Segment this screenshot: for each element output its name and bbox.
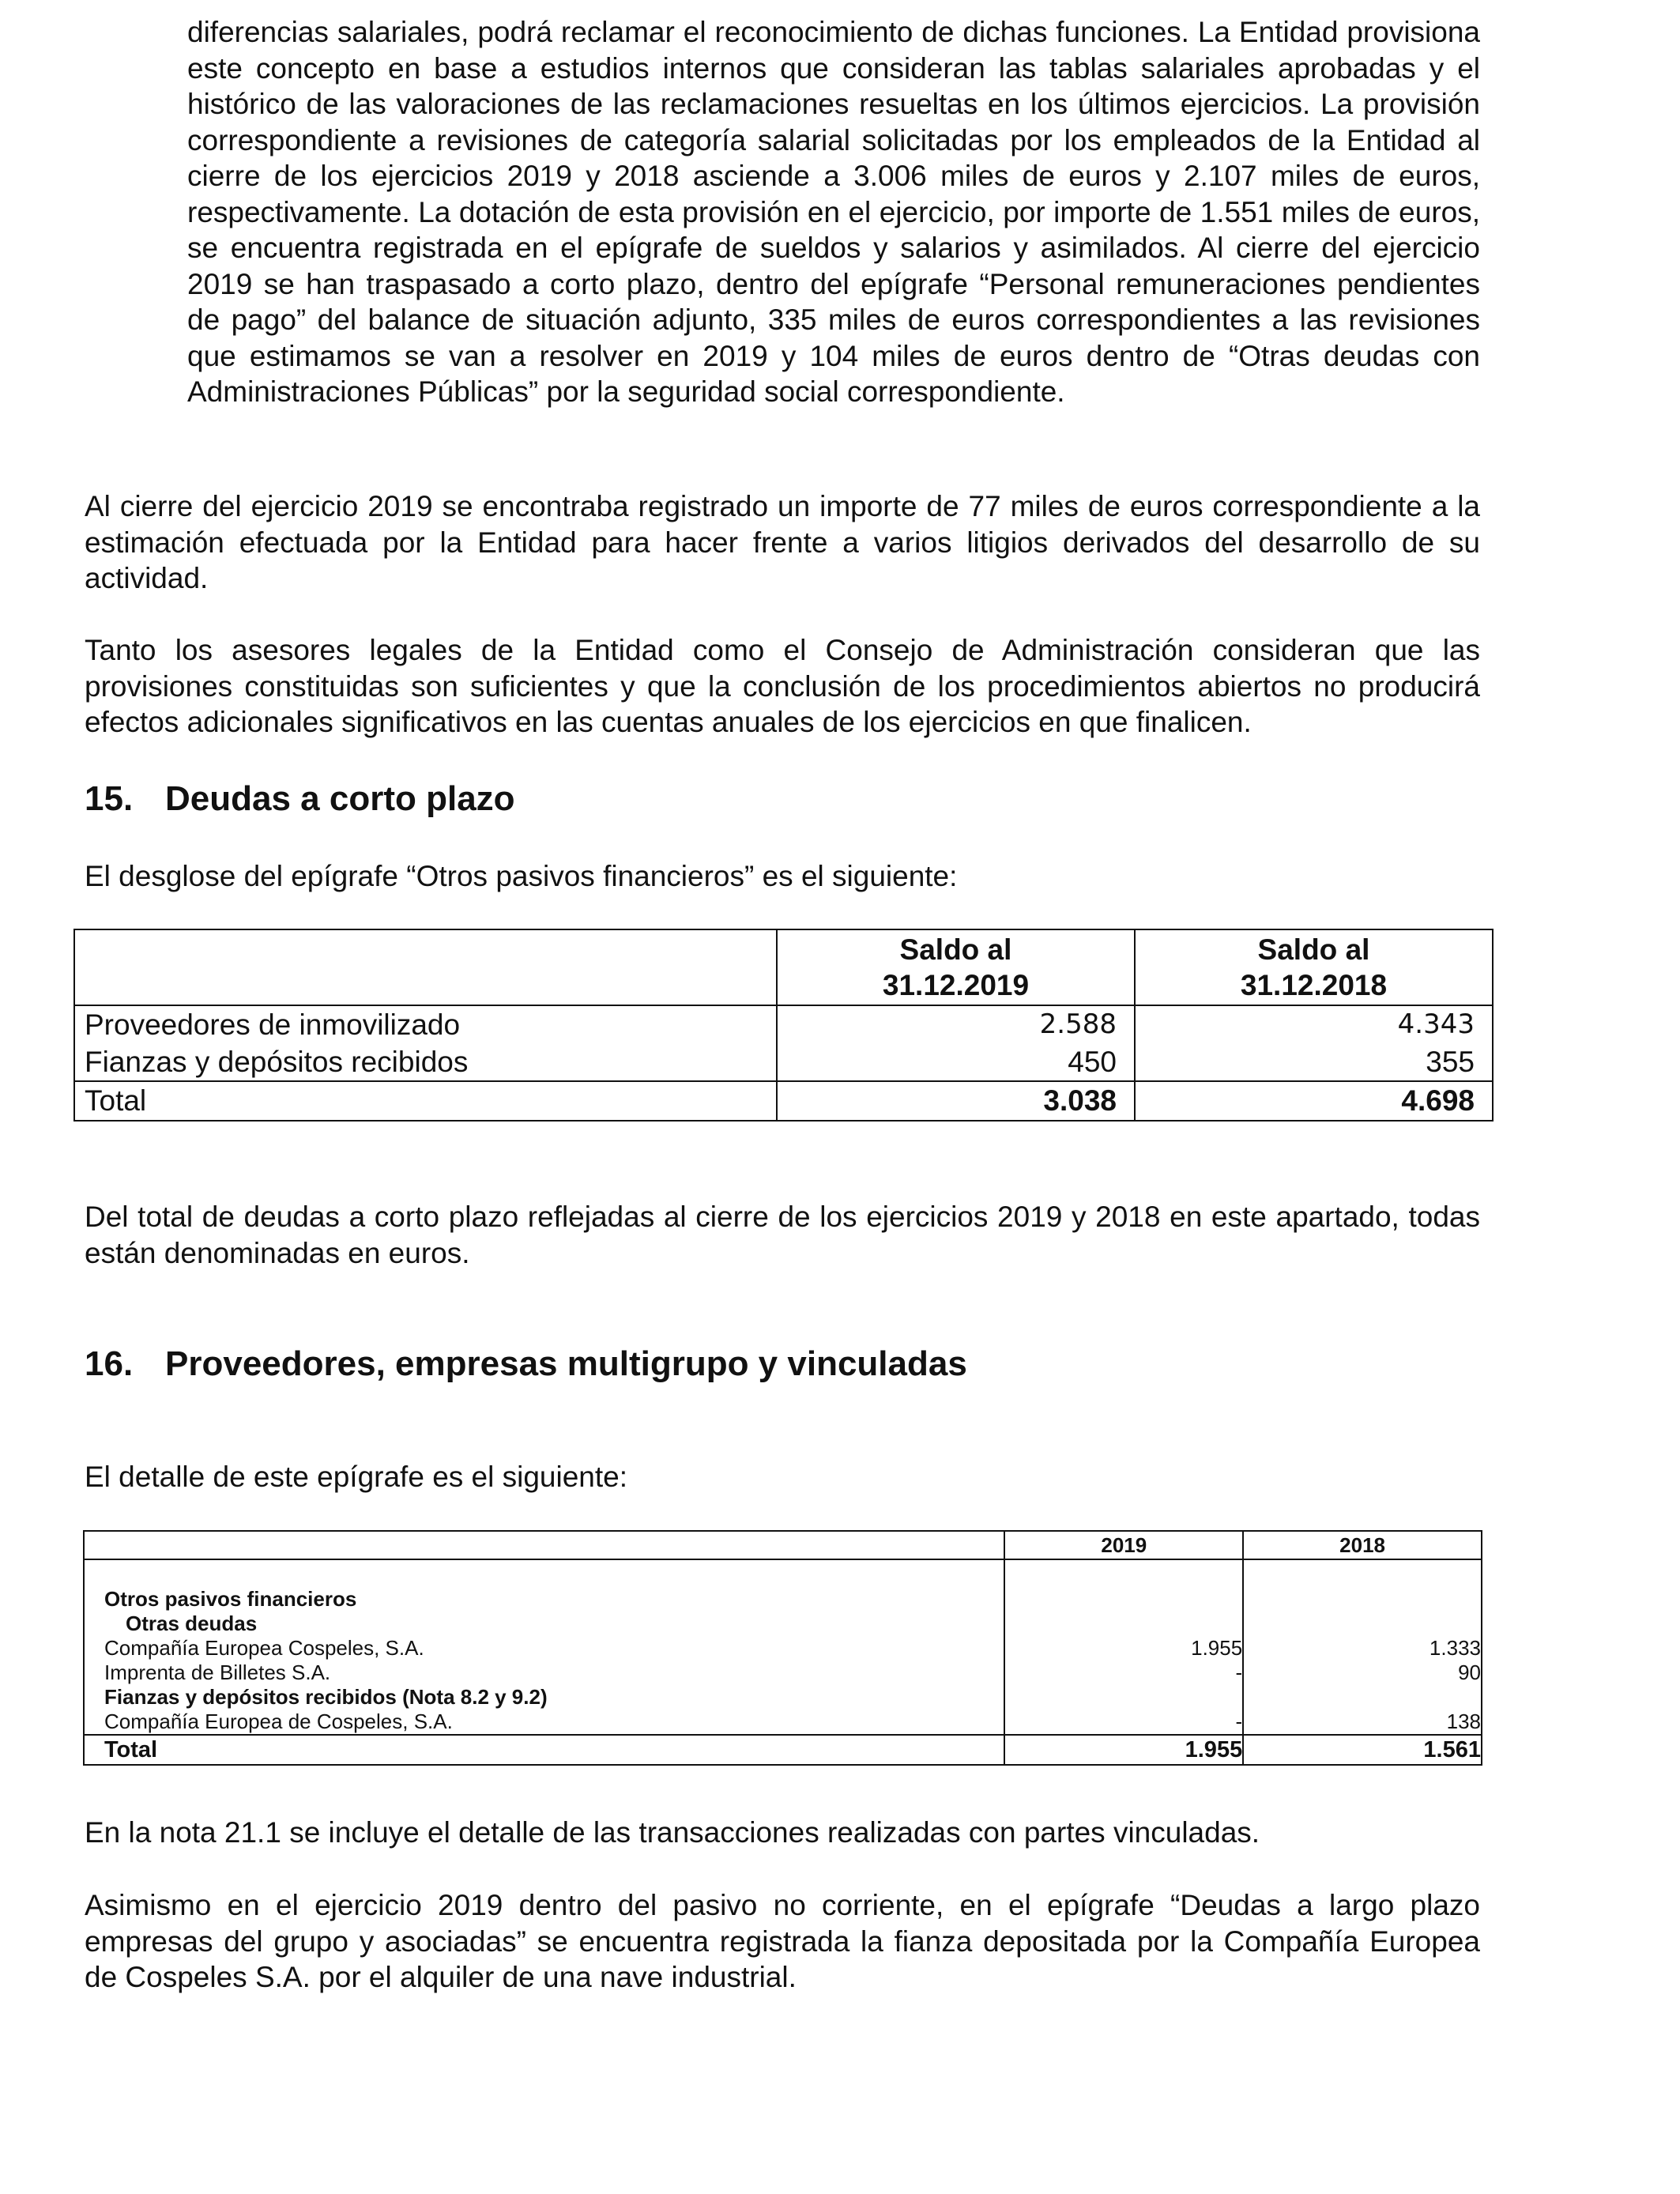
group-label: Otros pasivos financieros	[84, 1587, 1004, 1612]
section-15-heading	[85, 778, 515, 820]
row-label: Imprenta de Billetes S.A.	[84, 1661, 1004, 1685]
row-value-2019: 1.955	[1004, 1636, 1243, 1661]
total-label: Total	[74, 1081, 777, 1121]
table-header-empty	[84, 1531, 1004, 1559]
paragraph-asesores: Tanto los asesores legales de la Entidad como el Consejo de Administración consideran que las provisiones constituidas son suficientes y que la conclusión de los procedimientos abiertos no producirá efectos adicionales significativos en las cuentas anuales de los ejercicios en que finalicen.	[85, 634, 1480, 738]
section-15-title: Deudas a corto plazo	[165, 779, 515, 818]
paragraph-salarial: diferencias salariales, podrá reclamar el reconocimiento de dichas funciones. La Entidad provisiona este concepto en base a estudios internos que consideran las tablas salariales aprobadas y el histórico de las valoraciones de las reclamaciones resueltas en los últimos ejercicios. La provisión correspondiente a revisiones de categoría salarial solicitadas por los empleados de la Entidad al cierre de los ejercicios 2019 y 2018 asciende a 3.006 miles de euros y 2.107 miles de euros, respectivamente. La dotación de esta provisión en el ejercicio, por importe de 1.551 miles de euros, se encuentra registrada en el epígrafe de sueldos y salarios y asimilados. Al cierre del ejercicio 2019 se han traspasado a corto plazo, dentro del epígrafe “Personal remuneraciones pendientes de pago” del balance de situación adjunto, 335 miles de euros correspondientes a las revisiones que estimamos se van a resolver en 2019 y 104 miles de euros dentro de “Otras deudas con Administraciones Públicas” por la seguridad social correspondiente.	[187, 16, 1480, 408]
table-header-2019: Saldo al 31.12.2019	[777, 929, 1135, 1005]
table-row	[74, 1005, 1493, 1043]
table-row	[84, 1710, 1482, 1735]
row-value-2018: 4.343	[1135, 1005, 1493, 1043]
total-label: Total	[84, 1735, 1004, 1765]
paragraph-euros: Del total de deudas a corto plazo reflejadas al cierre de los ejercicios 2019 y 2018 en este apartado, todas están denominadas en euros.	[85, 1201, 1480, 1269]
section-15-intro: El desglose del epígrafe “Otros pasivos financieros” es el siguiente:	[85, 860, 958, 892]
table-total-row	[84, 1735, 1482, 1765]
row-value-2018: 138	[1243, 1710, 1482, 1735]
paragraph-nota: En la nota 21.1 se incluye el detalle de las transacciones realizadas con partes vinculadas.	[85, 1816, 1260, 1849]
table-row	[74, 1043, 1493, 1081]
table-header-2018: Saldo al 31.12.2018	[1135, 929, 1493, 1005]
table-spacer-row	[84, 1559, 1482, 1587]
row-value-2019: 450	[777, 1043, 1135, 1081]
short-term-debts-table	[73, 929, 1494, 1122]
row-label: Compañía Europea Cospeles, S.A.	[84, 1636, 1004, 1661]
table-header-2019: 2019	[1004, 1531, 1243, 1559]
row-label: Compañía Europea de Cospeles, S.A.	[84, 1710, 1004, 1735]
row-label: Fianzas y depósitos recibidos	[74, 1043, 777, 1081]
total-value-2018: 4.698	[1135, 1081, 1493, 1121]
table-header-row	[84, 1531, 1482, 1559]
total-value-2019: 3.038	[777, 1081, 1135, 1121]
section-15-number: 15.	[85, 779, 134, 818]
total-value-2019: 1.955	[1004, 1735, 1243, 1765]
row-value-2018: 1.333	[1243, 1636, 1482, 1661]
table-group-row	[84, 1685, 1482, 1710]
section-16-title: Proveedores, empresas multigrupo y vinculadas	[165, 1344, 967, 1383]
section-16-heading	[85, 1344, 967, 1385]
group-label: Fianzas y depósitos recibidos (Nota 8.2 y 9.2)	[84, 1685, 1004, 1710]
table-header-2018: 2018	[1243, 1531, 1482, 1559]
table-subgroup-row	[84, 1612, 1482, 1636]
table-row	[84, 1661, 1482, 1685]
section-16-intro: El detalle de este epígrafe es el siguiente:	[85, 1461, 628, 1493]
row-label: Proveedores de inmovilizado	[74, 1005, 777, 1043]
row-value-2018: 355	[1135, 1043, 1493, 1081]
table-header-empty	[74, 929, 777, 1005]
row-value-2019: -	[1004, 1661, 1243, 1685]
row-value-2019: -	[1004, 1710, 1243, 1735]
suppliers-related-table	[83, 1530, 1482, 1766]
section-16-number: 16.	[85, 1344, 134, 1383]
table-header-row	[74, 929, 1493, 1005]
paragraph-asimismo: Asimismo en el ejercicio 2019 dentro del pasivo no corriente, en el epígrafe “Deudas a largo plazo empresas del grupo y asociadas” se encuentra registrada la fianza depositada por la Compañía Europea de Cospeles S.A. por el alquiler de una nave industrial.	[85, 1889, 1480, 1993]
table-group-row	[84, 1587, 1482, 1612]
table-total-row	[74, 1081, 1493, 1121]
subgroup-label: Otras deudas	[84, 1612, 1004, 1636]
table-row	[84, 1636, 1482, 1661]
total-value-2018: 1.561	[1243, 1735, 1482, 1765]
row-value-2018: 90	[1243, 1661, 1482, 1685]
row-value-2019: 2.588	[777, 1005, 1135, 1043]
paragraph-litigios: Al cierre del ejercicio 2019 se encontraba registrado un importe de 77 miles de euros correspondiente a la estimación efectuada por la Entidad para hacer frente a varios litigios derivados del desarrollo de su actividad.	[85, 490, 1480, 594]
